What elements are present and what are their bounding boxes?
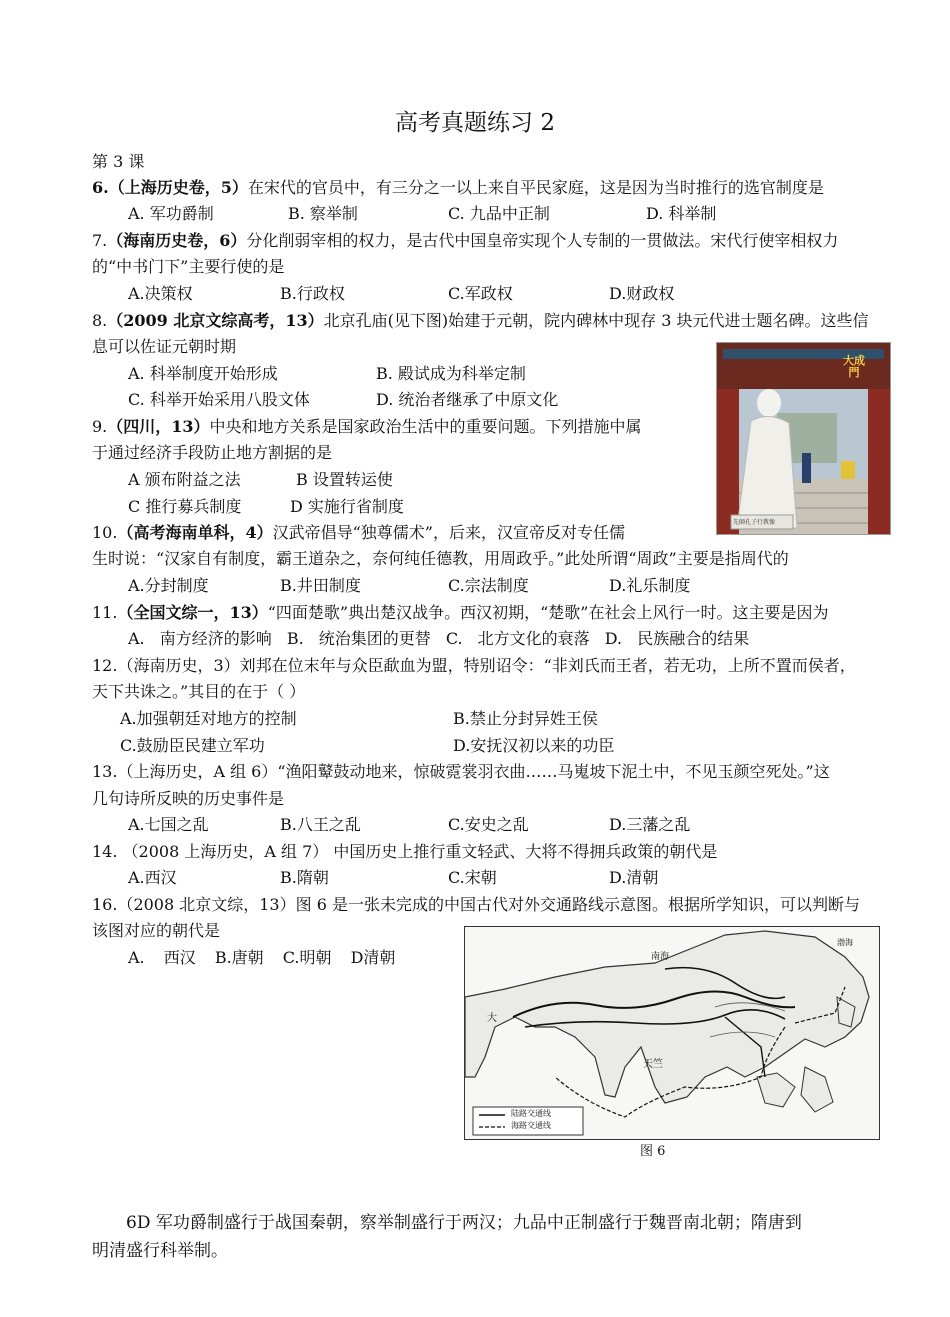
option-d: D. 科举制 (646, 204, 717, 223)
question-13: 13.（上海历史，A 组 6）“渔阳鼙鼓动地来，惊破霓裳羽衣曲……马嵬坡下泥土中，不见玉颜空死处。”这 (92, 762, 830, 781)
question-9-cont: 于通过经济手段防止地方割据的是 (92, 443, 333, 462)
question-16-options: A. 西汉 B.唐朝 C.明朝 D清朝 (128, 948, 396, 967)
answer-line-2: 明清盛行科举制。 (92, 1241, 228, 1261)
question-16-cont: 该图对应的朝代是 (92, 921, 221, 940)
option-a: A.西汉 (128, 868, 177, 887)
option-c: C 推行募兵制度 (128, 497, 242, 516)
option-a: A.分封制度 (128, 576, 209, 595)
map-illustration (465, 927, 879, 1139)
question-12: 12.（海南历史，3）刘邦在位末年与众臣歃血为盟，特别诏令：“非刘氏而王者，若无功，上所不置而侯者， (92, 656, 856, 675)
question-number: 10. (92, 523, 118, 542)
stele-inscription: 先師孔子行教像 (733, 519, 776, 526)
option-c: C.宋朝 (448, 868, 497, 887)
option-a: A.七国之乱 (128, 815, 209, 834)
page-title: 高考真题练习 2 (395, 110, 555, 136)
option-b: B 设置转运使 (296, 470, 393, 489)
map-label: 南海 (651, 952, 670, 962)
lesson-label: 第 3 课 (92, 152, 145, 171)
option-d: D.财政权 (609, 284, 675, 303)
gate-sign: 大成門 (843, 354, 865, 379)
question-9 (92, 417, 642, 437)
option-d: D.清朝 (609, 868, 659, 887)
question-6 (92, 178, 824, 198)
question-12-cont: 天下共诛之。”其目的在于（ ） (92, 682, 306, 701)
question-source: （高考海南单科，4） (117, 523, 273, 542)
legend-land-route: 陆路交通线 (511, 1109, 551, 1118)
confucius-temple-photo (716, 342, 891, 535)
option-b: B.井田制度 (280, 576, 361, 595)
option-b: B.行政权 (280, 284, 345, 303)
question-number: 8. (92, 311, 108, 330)
question-source: （海南历史卷，6） (107, 231, 247, 250)
option-b: B.隋朝 (280, 868, 329, 887)
question-14: 14. （2008 上海历史，A 组 7） 中国历史上推行重文轻武、大将不得拥兵政策的朝代是 (92, 842, 718, 861)
option-a: A.加强朝廷对地方的控制 (120, 709, 297, 728)
option-c: C. 科举开始采用八股文体 (128, 390, 310, 409)
question-source: 6.（上海历史卷，5） (92, 178, 248, 197)
question-7 (92, 231, 838, 251)
trade-route-map (464, 926, 880, 1140)
question-stem: 汉武帝倡导“独尊儒术”，后来，汉宣帝反对专任儒 (272, 523, 625, 542)
question-11-options: A. 南方经济的影响 B. 统治集团的更替 C. 北方文化的衰落 D. 民族融合的结果 (128, 629, 750, 648)
question-stem: 在宋代的官员中，有三分之一以上来自平民家庭，这是因为当时推行的选官制度是 (247, 178, 824, 197)
option-c: C.鼓励臣民建立军功 (120, 736, 265, 755)
map-label: 天竺 (643, 1059, 663, 1070)
option-b: B. 殿试成为科举定制 (376, 364, 526, 383)
option-c: C.宗法制度 (448, 576, 529, 595)
option-d: D 实施行省制度 (290, 497, 404, 516)
question-source: （2009 北京文综高考，13） (107, 311, 324, 330)
option-c: C. 九品中正制 (448, 204, 550, 223)
option-d: D.礼乐制度 (609, 576, 691, 595)
question-stem: 分化削弱宰相的权力，是古代中国皇帝实现个人专制的一贯做法。宋代行使宰相权力 (246, 231, 839, 250)
question-source: （全国文综一，13） (117, 603, 268, 622)
question-stem: 北京孔庙(见下图)始建于元朝，院内碑林中现存 3 块元代进士题名碑。这些信 (323, 311, 869, 330)
question-10 (92, 523, 625, 543)
question-stem: “四面楚歌”典出楚汉战争。西汉初期，“楚歌”在社会上风行一时。这主要是因为 (267, 603, 829, 622)
legend-sea-route: 海路交通线 (511, 1121, 551, 1130)
question-8 (92, 311, 868, 331)
question-13-cont: 几句诗所反映的历史事件是 (92, 789, 285, 808)
option-a: A.决策权 (128, 284, 193, 303)
question-stem: 中央和地方关系是国家政治生活中的重要问题。下列措施中属 (209, 417, 642, 436)
option-d: D. 统治者继承了中原文化 (376, 390, 559, 409)
map-label: 渤海 (837, 938, 853, 947)
option-a: A. 科举制度开始形成 (128, 364, 278, 383)
question-8-cont: 息可以佐证元朝时期 (92, 337, 237, 356)
question-number: 9. (92, 417, 108, 436)
question-7-cont: 的“中书门下”主要行使的是 (92, 257, 285, 276)
option-c: C.军政权 (448, 284, 513, 303)
question-number: 11. (92, 603, 118, 622)
option-c: C.安史之乱 (448, 815, 529, 834)
question-16: 16.（2008 北京文综，13）图 6 是一张未完成的中国古代对外交通路线示意图。根据所学知识，可以判断与 (92, 895, 860, 914)
option-b: B.八王之乱 (280, 815, 361, 834)
figure-caption: 图 6 (640, 1144, 666, 1159)
question-10-cont: 生时说：“汉家自有制度，霸王道杂之，奈何纯任德教，用周政乎。”此处所谓“周政”主要是指周代的 (92, 549, 789, 568)
question-number: 7. (92, 231, 108, 250)
option-a: A. 军功爵制 (128, 204, 214, 223)
option-d: D.三藩之乱 (609, 815, 691, 834)
option-b: B.禁止分封异姓王侯 (453, 709, 598, 728)
option-a: A 颁布附益之法 (128, 470, 241, 489)
option-d: D.安抚汉初以来的功臣 (453, 736, 615, 755)
option-b: B. 察举制 (288, 204, 358, 223)
map-label: 大 (487, 1013, 497, 1024)
answer-line-1: 6D 军功爵制盛行于战国秦朝，察举制盛行于两汉；九品中正制盛行于魏晋南北朝；隋唐到 (126, 1213, 802, 1233)
question-11 (92, 603, 828, 623)
question-source: （四川，13） (107, 417, 210, 436)
